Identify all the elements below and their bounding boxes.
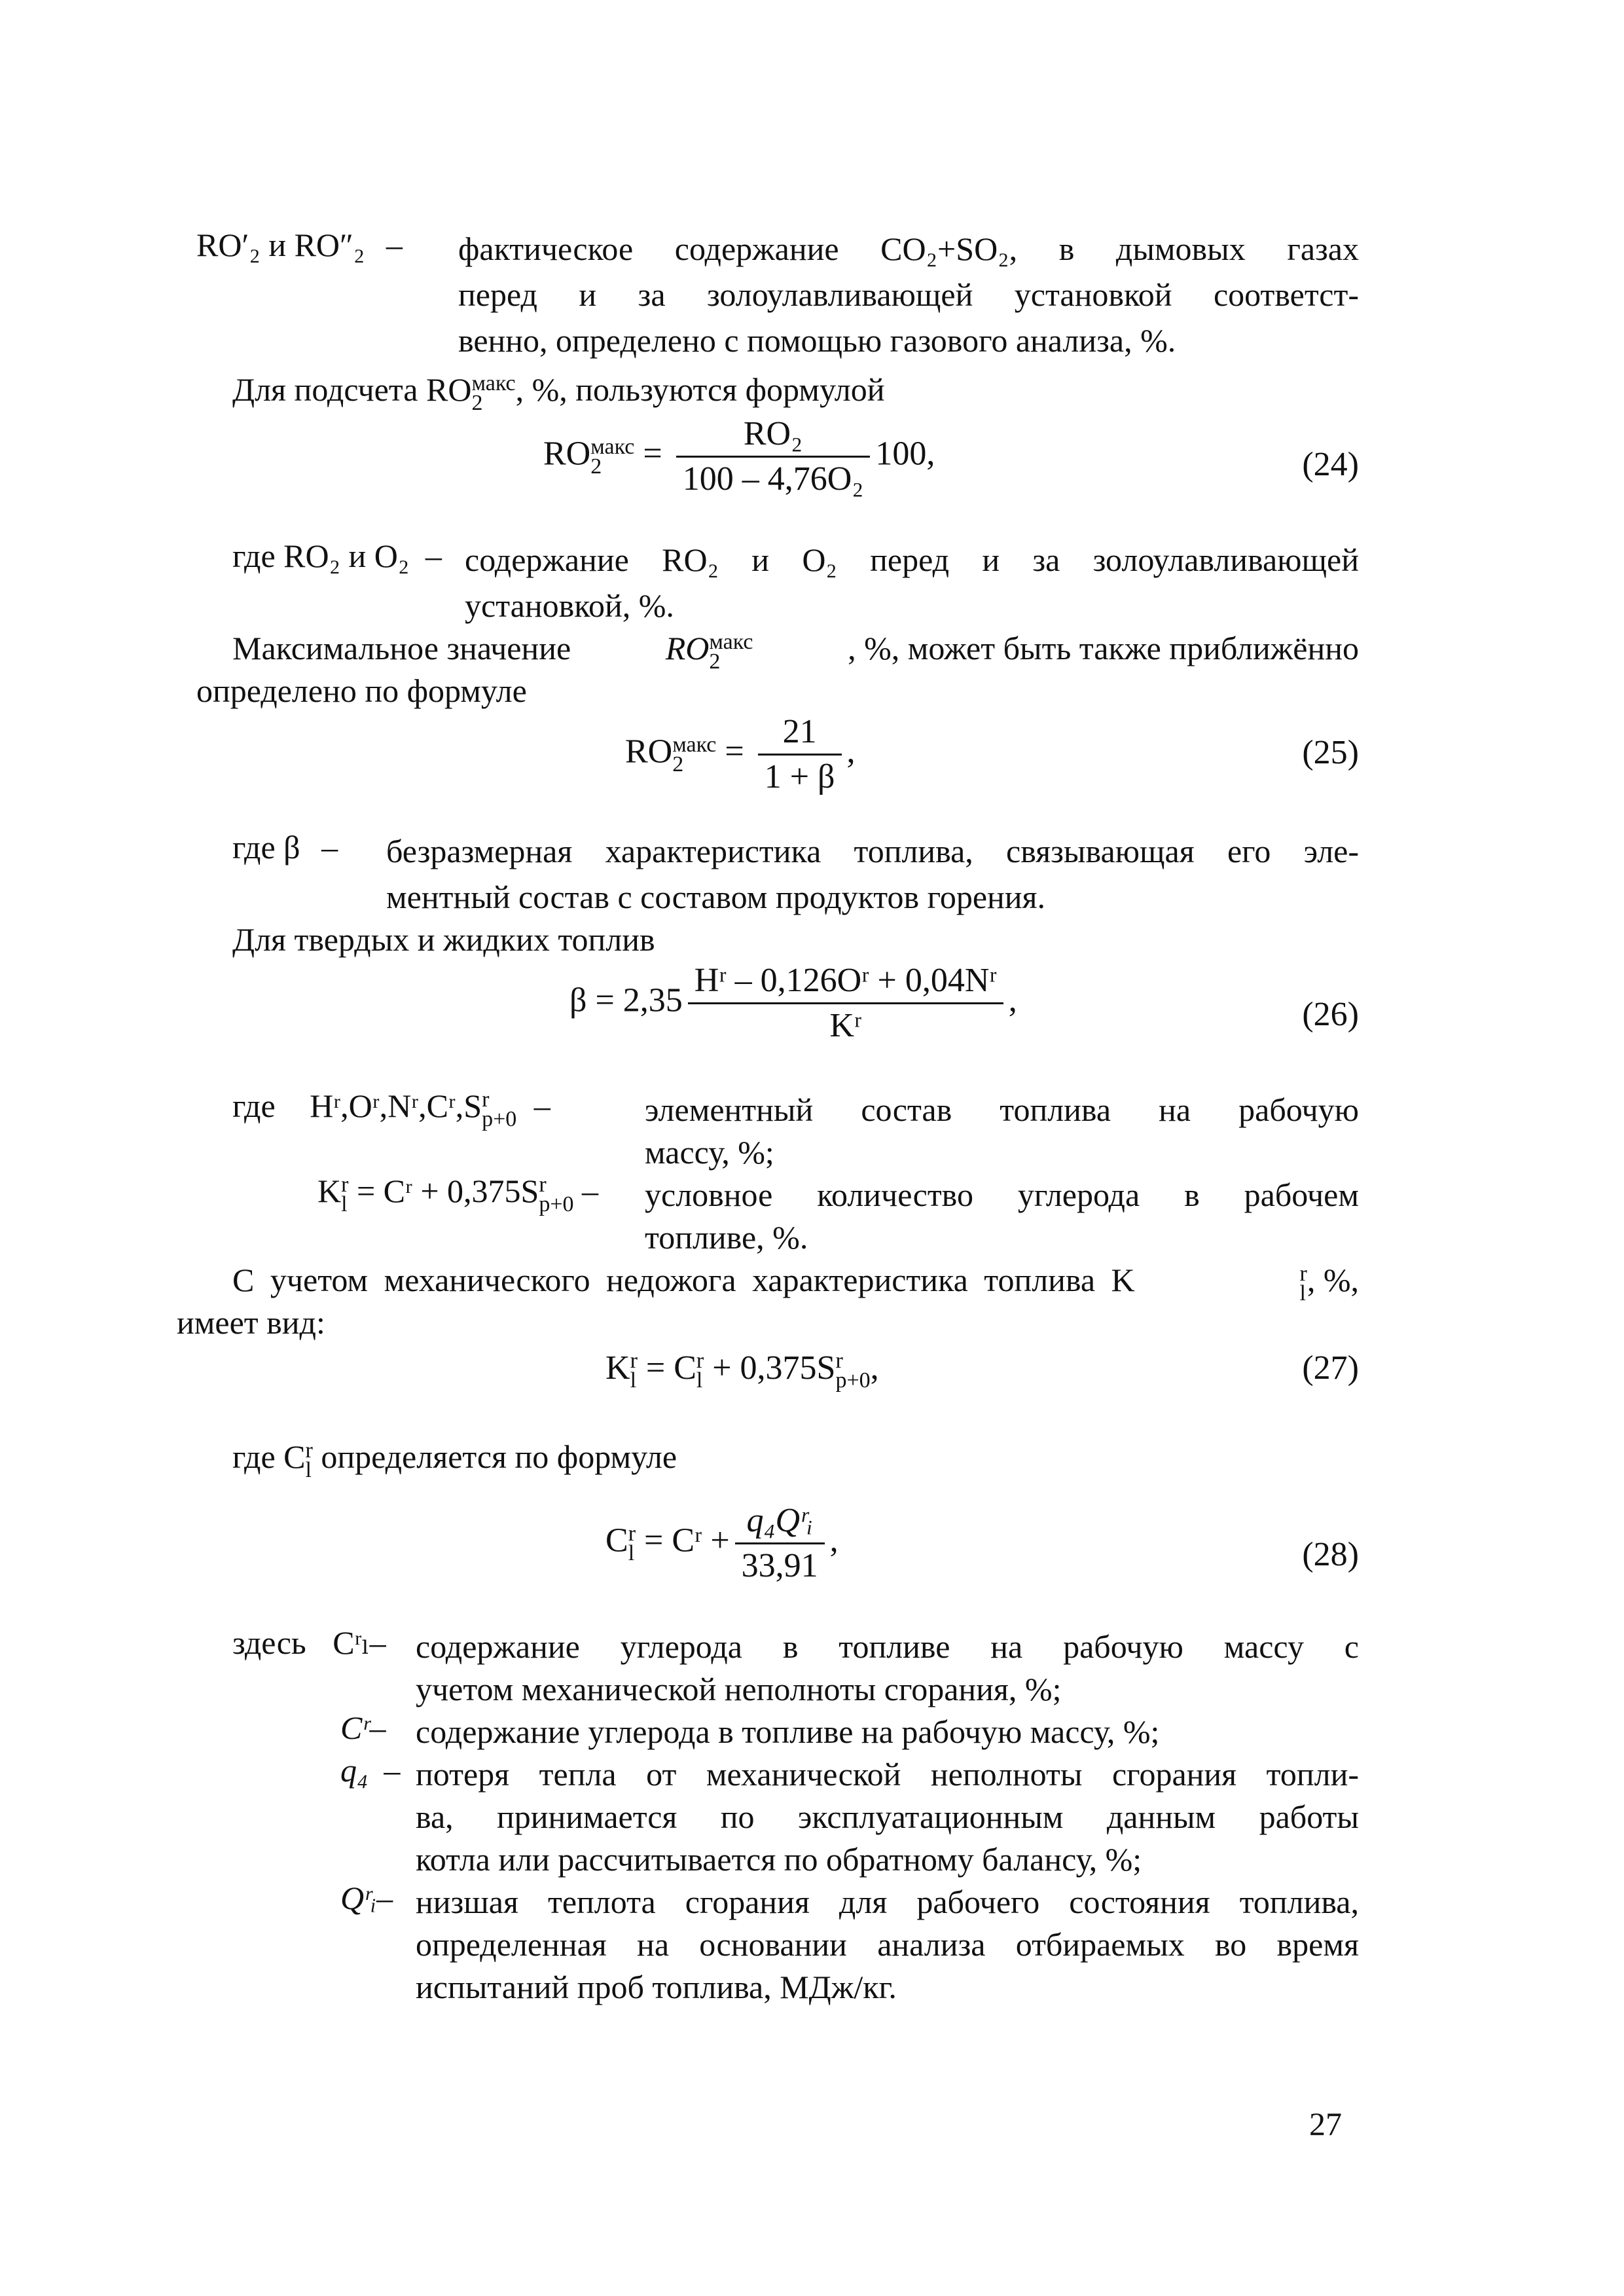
- paragraph-text: Максимальное значение: [232, 630, 571, 667]
- subscript: p+0: [835, 1368, 871, 1393]
- definition-text: [458, 272, 1359, 318]
- superscript: макс: [672, 732, 717, 757]
- definition-text: [465, 537, 1359, 583]
- subscript: 2: [471, 390, 483, 415]
- text-line: ментный состав с составом продуктов горения.: [386, 879, 1046, 915]
- superscript: r: [835, 1349, 843, 1374]
- text-line: котла или рассчитывается по обратному балансу, %;: [416, 1841, 1142, 1878]
- paragraph-text: где C: [232, 1438, 306, 1475]
- equation-number-26: (26): [1302, 996, 1359, 1033]
- superscript-subscript: [709, 629, 753, 674]
- formula-text: K: [605, 1349, 630, 1387]
- text-line: испытаний проб топлива, МДж/кг.: [416, 1969, 897, 2005]
- superscript-subscript: [630, 1351, 638, 1391]
- formula-text: q₄: [340, 1752, 369, 1789]
- superscript: r: [305, 1438, 313, 1463]
- paragraph-line: определено по формуле: [196, 672, 527, 709]
- superscript-subscript: [672, 732, 717, 776]
- equation-number-24: (24): [1302, 446, 1359, 483]
- equation-26: [569, 959, 1017, 1048]
- equation-28: [605, 1499, 839, 1588]
- definition-text: [416, 1922, 1359, 1967]
- text-line: содержание RO₂ и O₂ перед и за золоулавливающей: [465, 541, 1359, 578]
- equation-tail: ,: [870, 1349, 879, 1387]
- equation-lhs: RO: [543, 435, 591, 473]
- definition-text: [386, 828, 1359, 874]
- definition-text: [645, 1214, 808, 1260]
- fraction: [688, 959, 1003, 1048]
- equation-number-28: (28): [1302, 1536, 1359, 1573]
- paragraph: [232, 1434, 677, 1480]
- definition-text: [645, 1129, 774, 1175]
- equation-number-25: (25): [1302, 734, 1359, 771]
- text-line: массу, %;: [645, 1134, 774, 1171]
- equation-tail: 100,: [875, 435, 935, 473]
- equation-lhs: RO: [625, 733, 673, 771]
- superscript: r: [696, 1349, 704, 1374]
- inline-formula: [666, 625, 753, 672]
- dash: –: [386, 227, 403, 263]
- superscript-subscript: [539, 1172, 574, 1216]
- subscript: p+0: [482, 1106, 517, 1131]
- definition-text: [458, 318, 1359, 363]
- formula-text: RO: [665, 630, 710, 666]
- where-word: где: [232, 1087, 276, 1124]
- equation-25: [625, 710, 856, 799]
- definition-term-q4: [340, 1751, 400, 1789]
- equation-24: [543, 412, 935, 501]
- subscript: l: [1299, 1281, 1306, 1305]
- fraction: [735, 1499, 825, 1588]
- superscript-subscript: [471, 371, 516, 415]
- denominator: 1 + β: [758, 754, 842, 799]
- superscript: макс: [471, 371, 516, 395]
- superscript: макс: [590, 434, 635, 459]
- equation-number-27: (27): [1302, 1349, 1359, 1387]
- superscript-subscript: [835, 1351, 870, 1391]
- definition-text: [416, 1666, 1061, 1712]
- subscript: l: [628, 1540, 635, 1565]
- subscript: l: [696, 1368, 703, 1393]
- subscript: l: [341, 1192, 348, 1216]
- superscript: r: [630, 1349, 638, 1374]
- superscript-subscript: [1299, 1261, 1307, 1305]
- definition-term-ro2-o2: [232, 537, 442, 575]
- dash: –: [384, 1752, 401, 1789]
- paragraph: [232, 1257, 1359, 1303]
- equals-sign: =: [725, 733, 744, 771]
- paragraph-text: , %,: [1307, 1262, 1359, 1298]
- text-line: топливе, %.: [645, 1219, 808, 1256]
- paragraph-text: , %, может быть также приближённо: [848, 630, 1359, 667]
- superscript-subscript: [341, 1172, 349, 1216]
- text-line: определенная на основании анализа отбираемых во время: [416, 1926, 1359, 1963]
- paragraph-text: [1300, 1257, 1359, 1303]
- formula-text: C: [605, 1522, 628, 1559]
- text-line: перед и за золоулавливающей установкой соответст-: [458, 276, 1359, 313]
- definition-text: [416, 1879, 1359, 1925]
- definition-term-q-r-i: [340, 1879, 393, 1917]
- superscript: r: [341, 1172, 349, 1197]
- formula-text: K: [317, 1173, 342, 1209]
- equation-27: [605, 1345, 879, 1391]
- text-line: содержание углерода в топливе на рабочую массу с: [416, 1628, 1359, 1665]
- paragraph: [232, 367, 884, 413]
- definition-term-beta: [232, 828, 338, 866]
- page-number: 27: [1309, 2105, 1342, 2142]
- text-line: условное количество углерода в рабочем: [645, 1176, 1359, 1213]
- formula-text: Cʳ: [340, 1709, 370, 1746]
- text-line: низшая теплота сгорания для рабочего состояния топлива,: [416, 1884, 1359, 1920]
- definition-text: [416, 1836, 1142, 1882]
- definition-text: [458, 226, 1359, 272]
- superscript-subscript: [305, 1438, 313, 1482]
- definition-term-k: [317, 1172, 598, 1214]
- paragraph: [232, 625, 1359, 672]
- definition-term-c-r: [340, 1709, 386, 1747]
- definition-text: [416, 1709, 1159, 1755]
- text-line: безразмерная характеристика топлива, связывающая его эле-: [386, 833, 1359, 869]
- definition-term-text: где β: [232, 829, 300, 866]
- dash: –: [425, 538, 442, 574]
- numerator: RO₂: [743, 415, 803, 452]
- equation-tail: ,: [846, 733, 856, 771]
- fraction: [758, 710, 842, 799]
- definition-text: [416, 1964, 897, 2010]
- subscript: 2: [590, 454, 602, 479]
- text-line: содержание углерода в топливе на рабочую массу, %;: [416, 1713, 1160, 1750]
- definition-term-text: где RO₂ и O₂: [232, 538, 410, 574]
- denominator: 33,91: [735, 1542, 825, 1588]
- paragraph: Для твердых и жидких топлив: [232, 921, 655, 958]
- formula-text: + 0,375S: [704, 1349, 836, 1387]
- dash: –: [369, 1624, 386, 1661]
- dash: –: [533, 1087, 550, 1124]
- paragraph-line: имеет вид:: [177, 1304, 325, 1341]
- superscript-subscript: [590, 434, 635, 479]
- equals-sign: =: [643, 435, 662, 473]
- definition-term-text: RO′₂ и RO″₂: [196, 227, 365, 263]
- dash: –: [582, 1173, 599, 1209]
- formula-text: Hʳ,Oʳ,Nʳ,Cʳ,S: [310, 1087, 482, 1124]
- definition-text: [416, 1794, 1359, 1840]
- subscript: l: [305, 1457, 312, 1482]
- numerator: q₄Qʳᵢ: [746, 1502, 813, 1539]
- definition-text: [645, 1087, 1359, 1133]
- superscript-subscript: [696, 1351, 704, 1391]
- superscript: макс: [709, 629, 753, 654]
- subscript: 2: [672, 752, 684, 776]
- superscript: r: [539, 1172, 547, 1197]
- text-line: ва, принимается по эксплуатационным данным работы: [416, 1798, 1359, 1835]
- superscript: r: [628, 1521, 636, 1546]
- paragraph-text: С учетом механического недожога характеристика топлива K: [232, 1262, 1135, 1299]
- fraction: [676, 412, 871, 501]
- superscript-subscript: [482, 1087, 517, 1131]
- formula-text: = Cʳ + 0,375S: [348, 1173, 539, 1209]
- subscript: p+0: [539, 1192, 574, 1216]
- definition-term-ro2: [196, 226, 403, 264]
- text-line: установкой, %.: [465, 587, 674, 624]
- numerator: 21: [782, 713, 817, 750]
- definition-text: [465, 583, 674, 629]
- text-line: потеря тепла от механической неполноты сгорания топли-: [416, 1756, 1359, 1793]
- dash: –: [376, 1880, 393, 1916]
- text-line: учетом механической неполноты сгорания, %;: [416, 1671, 1062, 1707]
- definition-text: [416, 1624, 1359, 1669]
- superscript-subscript: [628, 1521, 636, 1565]
- definition-text: [386, 874, 1045, 920]
- denominator: 100 – 4,76O₂: [676, 456, 871, 501]
- definition-text: [645, 1172, 1359, 1218]
- formula-text: = C: [637, 1349, 696, 1387]
- subscript: 2: [709, 649, 721, 674]
- equation-tail: ,: [1008, 981, 1017, 1019]
- text-line: венно, определено с помощью газового анализа, %.: [458, 322, 1176, 359]
- definition-text: [416, 1751, 1359, 1797]
- paragraph-text: Для подсчета RO: [232, 371, 472, 408]
- numerator: Hʳ – 0,126Oʳ + 0,04Nʳ: [694, 962, 997, 999]
- definition-term-c-r-l: [232, 1624, 386, 1662]
- text-line: элементный состав топлива на рабочую: [645, 1091, 1359, 1128]
- here-word: здесь: [232, 1624, 306, 1661]
- text-line: фактическое содержание CO₂+SO₂, в дымовых газах: [458, 230, 1359, 267]
- equation-tail: ,: [829, 1522, 839, 1559]
- formula-text: Qʳᵢ: [340, 1880, 377, 1916]
- definition-term-elements: [232, 1087, 550, 1129]
- paragraph-text: определяется по формуле: [312, 1438, 677, 1475]
- paragraph-text: , %, пользуются формулой: [515, 371, 885, 408]
- superscript: r: [482, 1087, 490, 1112]
- formula-text: Cʳₗ: [333, 1624, 370, 1661]
- formula-text: = Cʳ +: [636, 1522, 730, 1559]
- dash: –: [369, 1709, 386, 1746]
- denominator: Kʳ: [688, 1002, 1003, 1048]
- superscript: r: [1299, 1261, 1307, 1286]
- equation-lhs: β = 2,35: [569, 981, 683, 1019]
- subscript: l: [630, 1368, 637, 1393]
- dash: –: [321, 829, 338, 866]
